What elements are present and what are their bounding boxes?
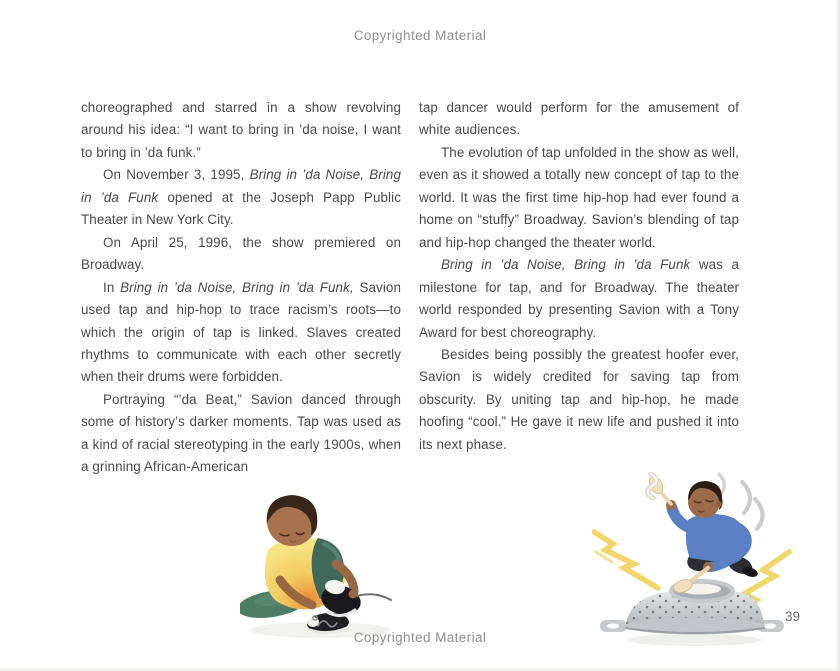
paragraph: choreographed and starred in a show revolving around his idea: “I want to bring in ’da noise, I want to bring in ’da funk.”: [81, 100, 401, 160]
paragraph: On November 3, 1995, Bring in ’da Noise, Bring in ’da Funk opened at the Joseph Papp Public Theater in New York City.: [81, 167, 401, 228]
right-column: [419, 97, 739, 479]
paragraph: The evolution of tap unfolded in the show as well, even as it showed a totally new concept of tap to the world. It was the first time hip-hop had ever found a home on “stuffy” Broadway. Savion’s blending of tap and hip-hop changed the theater world.: [419, 144, 739, 250]
paragraph: In Bring in ’da Noise, Bring in ’da Funk, Savion used tap and hip-hop to trace racism’s roots—to which the origin of tap is linked. Slaves created rhythms to communicate with each other secretly when their drums were forbidden.: [81, 279, 401, 385]
paragraph: Portraying “’da Beat,” Savion danced through some of history’s darker moments. Tap was used as a kind of racial stereotyping in the early 1900s, when a grinning African-American: [81, 391, 401, 475]
page-edge-bottom: [0, 667, 840, 671]
page-edge-right: [835, 0, 840, 671]
child-tying-tap-shoes-illustration: [240, 488, 410, 643]
bottom-watermark: Copyrighted Material: [353, 630, 487, 645]
head: [267, 495, 318, 546]
paragraph: Bring in ’da Noise, Bring in ’da Funk was a milestone for tap, and for Broadway. The theater world responded by presenting Savion with a Tony Award for best choreography.: [419, 257, 739, 340]
lightning-bolt-left: [594, 532, 658, 588]
paragraph: On April 25, 1996, the show premiered on Broadway.: [81, 234, 401, 273]
page-number: 39: [785, 609, 801, 624]
text-columns: [81, 97, 739, 479]
drummer-child: [666, 481, 759, 579]
top-watermark: Copyrighted Material: [353, 28, 487, 43]
paragraph: tap dancer would perform for the amusement of white audiences.: [419, 100, 739, 138]
paragraph: Besides being possibly the greatest hoofer ever, Savion is widely credited for saving tap from obscurity. By uniting tap and hip-hop, he made hoofing “cool.” He gave it new life and pushed it into its next phase.: [419, 346, 739, 452]
steam-squiggle: [648, 474, 657, 498]
left-column: [81, 97, 401, 479]
